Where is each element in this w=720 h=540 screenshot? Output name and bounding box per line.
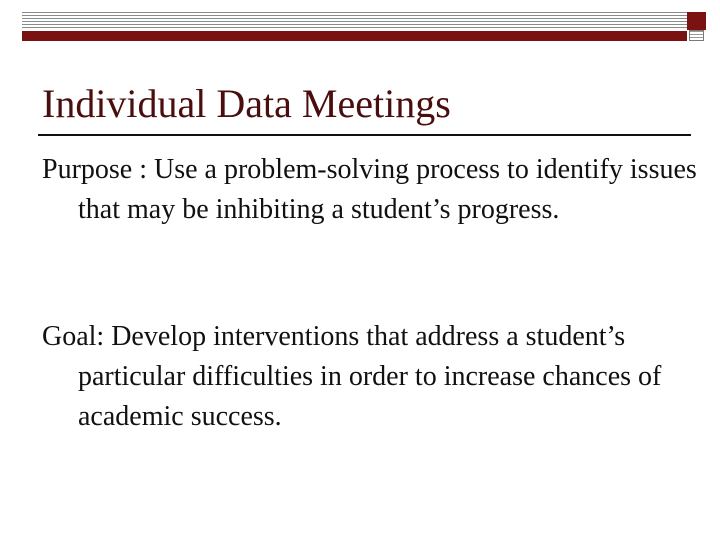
header-stripe-band bbox=[22, 12, 687, 30]
header-corner-box bbox=[689, 30, 704, 41]
slide-title: Individual Data Meetings bbox=[42, 81, 451, 126]
title-underline bbox=[38, 134, 691, 136]
purpose-paragraph: Purpose : Use a problem-solving process to identify issues that may be inhibiting a student’s progress. bbox=[42, 154, 697, 225]
header-accent-bar bbox=[22, 31, 687, 41]
header-corner-block bbox=[687, 12, 706, 30]
goal-paragraph: Goal: Develop interventions that address a student’s particular difficulties in order to increase chances of academic success. bbox=[42, 321, 662, 432]
